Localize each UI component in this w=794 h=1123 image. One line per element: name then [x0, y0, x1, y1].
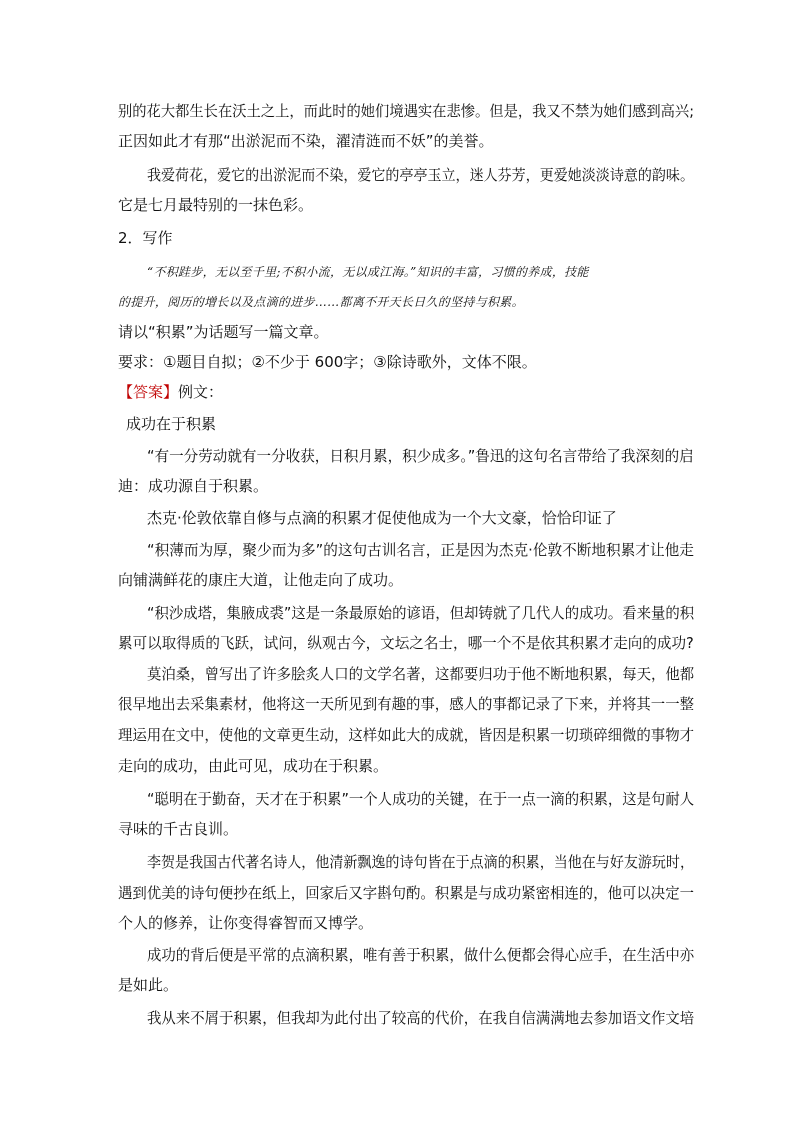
paragraph-line: “积薄而为厚，聚少而为多”的这句古训名言，正是因为杰克·伦敦不断地积累才让他走	[147, 541, 694, 559]
paragraph-line: 很早地出去采集素材，他将这一天所见到有趣的事，感人的事都记录了下来，并将其一一整	[118, 695, 695, 713]
paragraph-line: “积沙成塔，集腋成裘”这是一条最原始的谚语，但却铸就了几代人的成功。看来量的积	[147, 604, 695, 622]
prompt-line: 请以“积累”为话题写一篇文章。	[118, 323, 329, 341]
paragraph-line: 别的花大都生长在沃土之上，而此时的她们境遇实在悲惨。但是，我又不禁为她们感到高兴;	[118, 102, 695, 120]
paragraph-line: 我爱荷花，爱它的出淤泥而不染，爱它的亭亭玉立，迷人芬芳，更爱她淡淡诗意的韵味。	[147, 166, 694, 184]
paragraph-line: 寻味的千古良训。	[118, 820, 239, 838]
paragraph-line: 走向的成功，由此可见，成功在于积累。	[118, 757, 389, 775]
paragraph-line: 李贺是我国古代著名诗人，他清新飘逸的诗句皆在于点滴的积累，当他在与好友游玩时，	[147, 853, 694, 871]
section-heading: 2．写作	[118, 229, 173, 247]
paragraph-line: 个人的修养，让你变得睿智而又博学。	[118, 914, 374, 932]
paragraph-line: 正因如此才有那“出淤泥而不染，濯清涟而不妖”的美誉。	[118, 132, 494, 150]
paragraph-line: “有一分劳动就有一分收获，日积月累，积少成多。”鲁迅的这句名言带给了我深刻的启	[147, 447, 694, 465]
paragraph-line: 我从来不屑于积累，但我却为此付出了较高的代价，在我自信满满地去参加语文作文培	[147, 1009, 695, 1027]
requirements-line: 要求：①题目自拟；②不少于 600字；③除诗歌外，文体不限。	[118, 353, 537, 371]
paragraph-line: “聪明在于勤奋，天才在于积累”一个人成功的关键，在于一点一滴的积累，这是句耐人	[147, 790, 695, 808]
paragraph-line: 它是七月最特别的一抹色彩。	[118, 196, 314, 214]
paragraph-line: 遇到优美的诗句便抄在纸上，回家后又字斟句酌。积累是与成功紧密相连的，他可以决定一	[118, 884, 695, 902]
quote-line: 的提升，阅历的增长以及点滴的进步……都离不开天长日久的坚持与积累。	[118, 295, 524, 309]
answer-label: 例文：	[178, 383, 224, 401]
essay-title: 成功在于积累	[126, 415, 217, 433]
paragraph-line: 杰克·伦敦依靠自修与点滴的积累才促使他成为一个大文豪，恰恰印证了	[147, 509, 617, 527]
paragraph-line: 成功的背后便是平常的点滴积累，唯有善于积累，做什么便都会得心应手，在生活中亦	[147, 946, 695, 964]
paragraph-line: 累可以取得质的飞跃，试问，纵观古今，文坛之名士，哪一个不是依其积累才走向的成功?	[118, 634, 694, 652]
paragraph-line: 向铺满鲜花的康庄大道，让他走向了成功。	[118, 571, 404, 589]
answer-tag: 【答案】	[118, 383, 179, 401]
answer-line	[118, 382, 223, 402]
quote-line: “不积跬步，无以至千里;不积小流，无以成江海。”知识的丰富，习惯的养成，技能	[147, 265, 589, 279]
paragraph-line: 迪：成功源自于积累。	[118, 477, 269, 495]
paragraph-line: 是如此。	[118, 976, 179, 994]
paragraph-line: 莫泊桑，曾写出了许多脍炙人口的文学名著，这都要归功于他不断地积累，每天，他都	[147, 665, 695, 683]
paragraph-line: 理运用在文中，使他的文章更生动，这样如此大的成就，皆因是积累一切琐碎细微的事物才	[118, 726, 695, 744]
